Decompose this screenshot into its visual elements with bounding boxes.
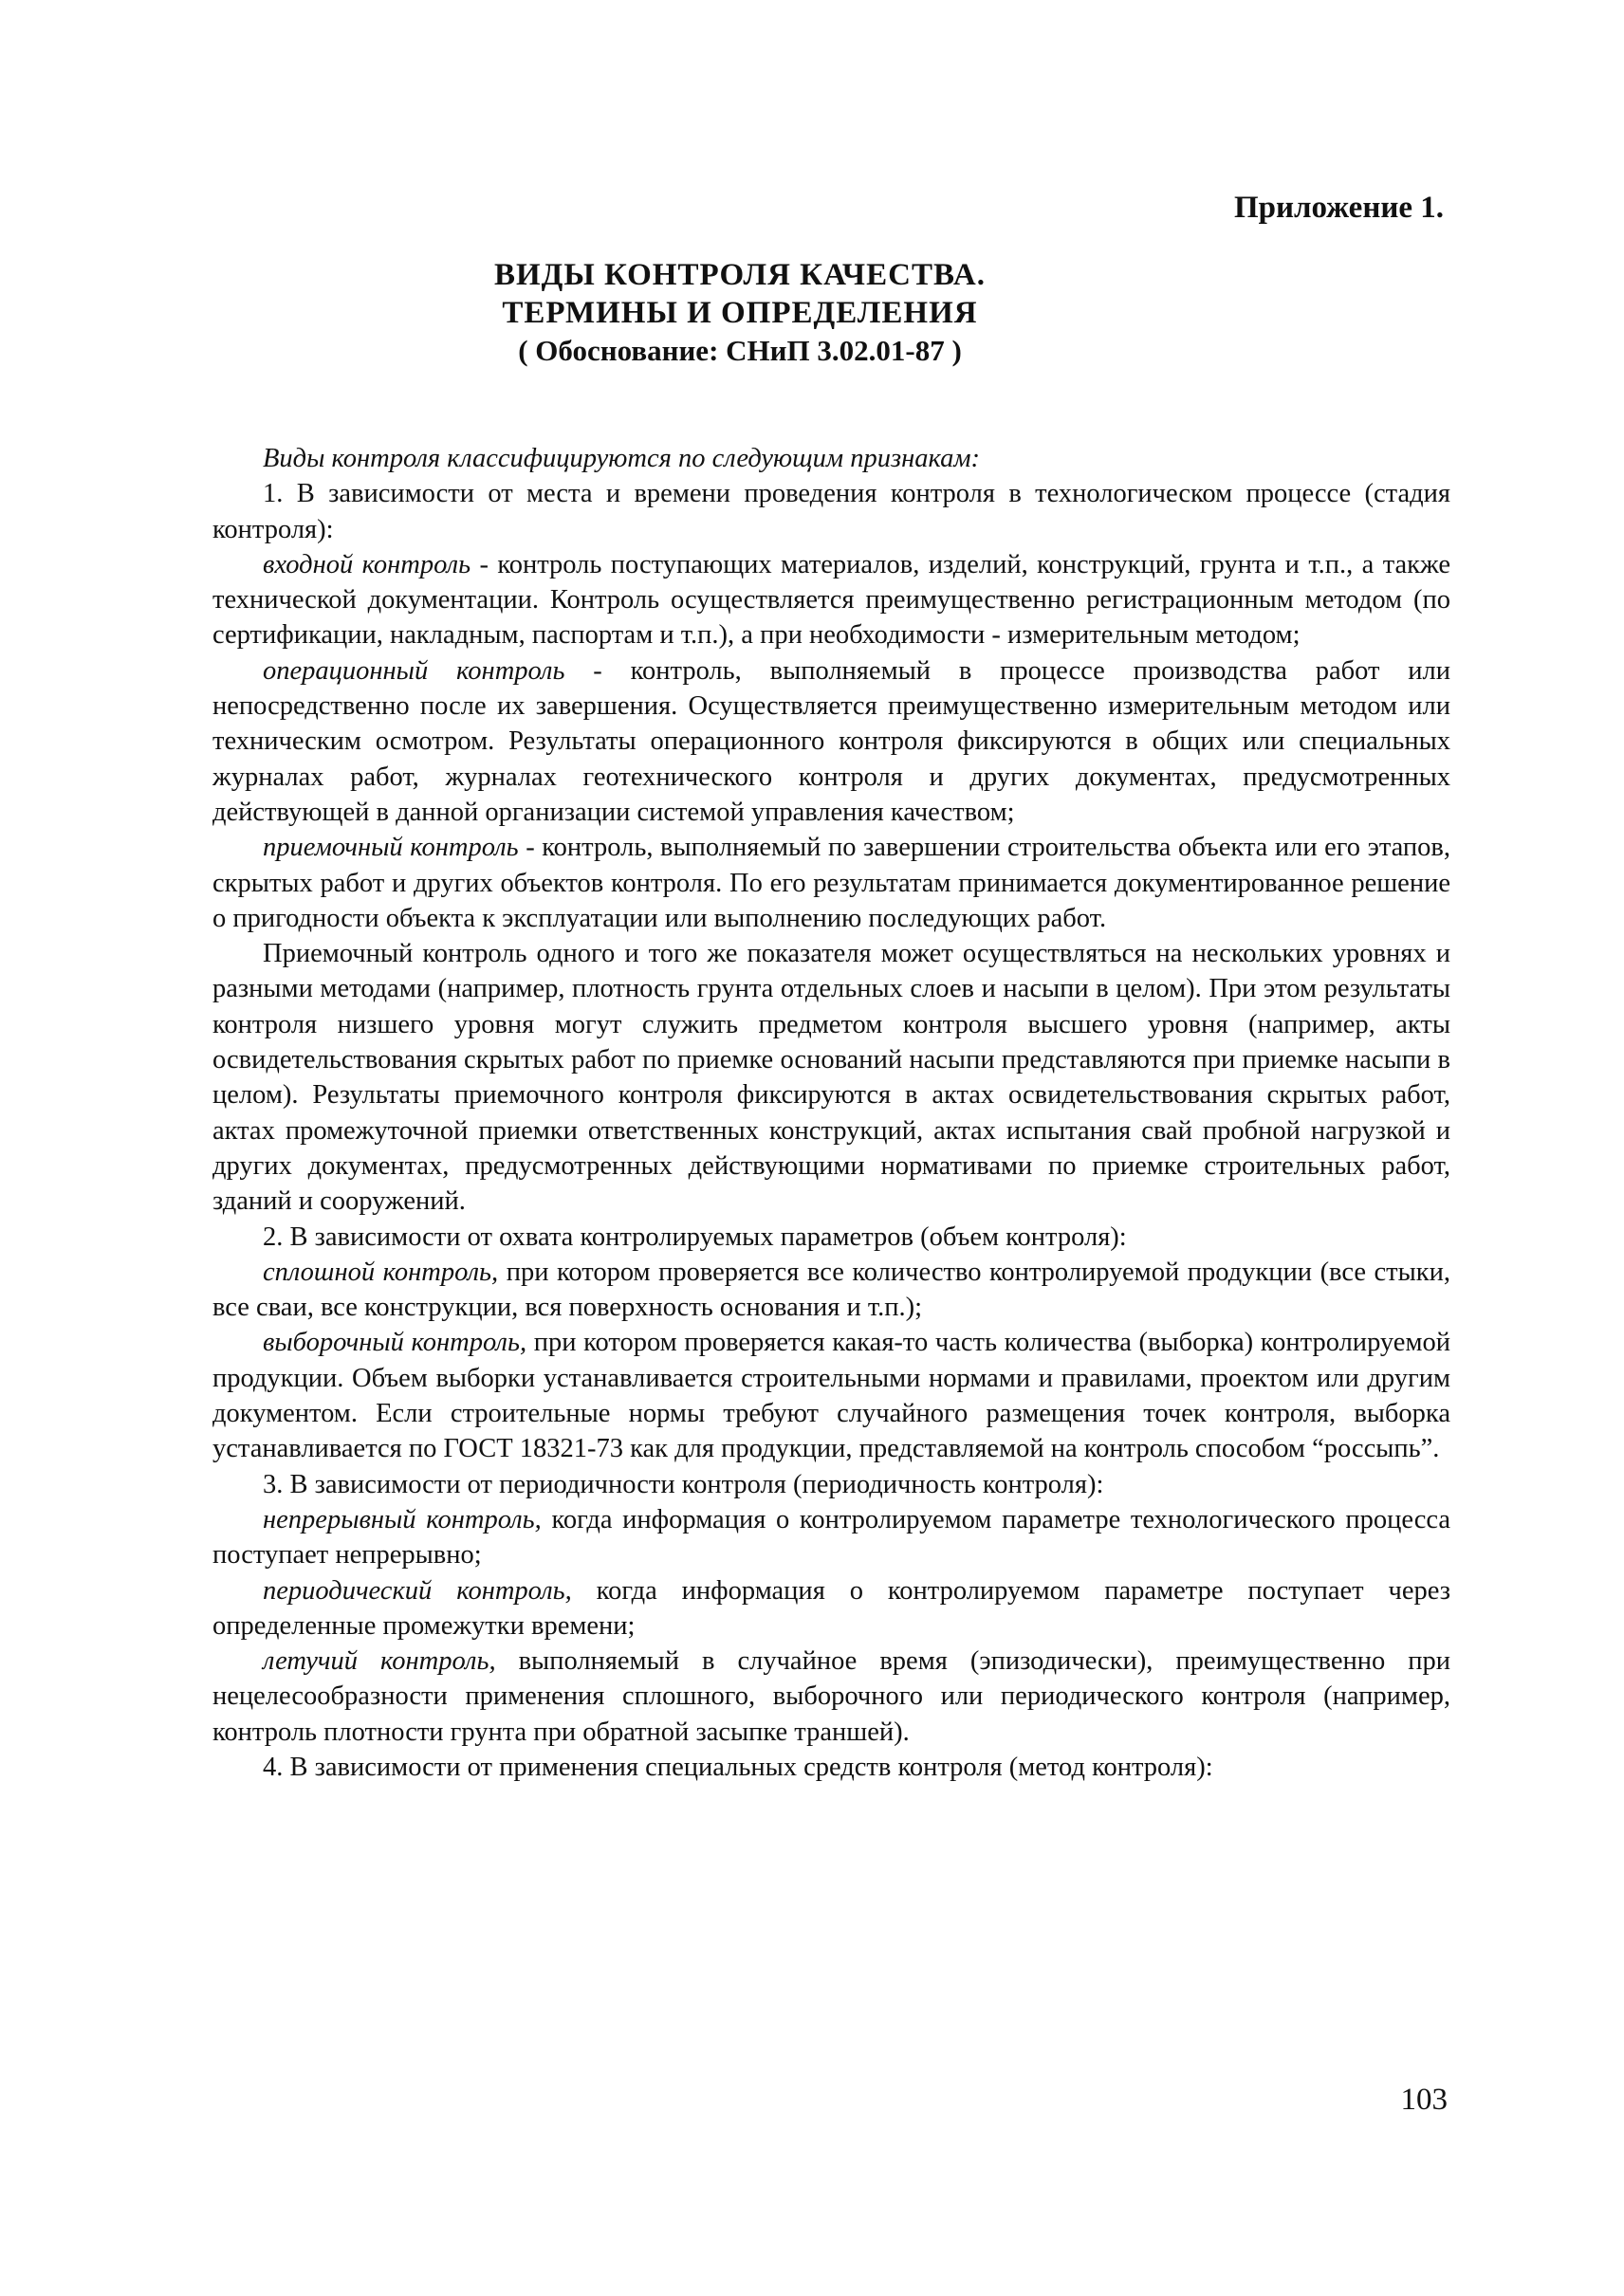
term-periodic-definition: когда информация о контролируемом параметре поступает через определенные промежутки времени; — [212, 1575, 1450, 1641]
acceptance-details-paragraph: Приемочный контроль одного и того же показателя может осуществляться на нескольких уровнях и разными методами (например, плотность грунта отдельных слоев и насыпи в целом). При этом результаты контроля низшего уровня могут служить предметом контроля высшего уровня (например, акты освидетельствования скрытых работ по приемке оснований насыпи представляются при приемке насыпи в целом). Результаты приемочного контроля фиксируются в актах освидетельствования скрытых работ, актах промежуточной приемки ответственных конструкций, актах испытания свай пробной нагрузкой и других документах, предусмотренных действующими нормативами по приемке строительных работ, зданий и сооружений. — [212, 939, 1450, 1217]
term-acceptance-definition: - контроль, выполняемый по завершении строительства объекта или его этапов, скрытых работ и других объектов контроля. По его результатам принимается документированное решение о пригодности объекта к эксплуатации или выполнению последующих работ. — [212, 833, 1450, 933]
appendix-label: Приложение 1. — [1233, 191, 1444, 225]
term-paragraph-operational — [212, 653, 1450, 830]
term-paragraph-periodic — [212, 1573, 1450, 1644]
section-2-heading: 2. В зависимости от охвата контролируемых параметров (объем контроля): — [263, 1221, 1127, 1252]
intro-paragraph: Виды контроля классифицируются по следующим признакам: — [263, 444, 981, 473]
document-body — [212, 441, 1450, 1785]
term-continuous-definition: при котором проверяется все количество контролируемой продукции (все стыки, все сваи, все конструкции, вся поверхность основания и т.п.); — [212, 1257, 1451, 1323]
term-operational-definition: - контроль, выполняемый в процессе производства работ или непосредственно после их завершения. Осуществляется преимущественно измерительным методом или техническим осмотром. Результаты операционного контроля фиксируются в общих или специальных журналах работ, журналах геотехнического контроля и других документах, предусмотренных действующей в данной организации системой управления качеством; — [212, 655, 1450, 827]
term-spot-definition: выполняемый в случайное время (эпизодически), преимущественно при нецелесообразности применения сплошного, выборочного или периодического контроля (например, контроль плотности грунта при обратной засыпке траншей). — [212, 1646, 1450, 1747]
page-number: 103 — [1400, 2083, 1448, 2117]
document-title — [218, 256, 1262, 370]
term-paragraph-uninterrupted — [212, 1502, 1450, 1573]
term-uninterrupted-definition: когда информация о контролируемом параметре технологического процесса поступает непрерывно; — [212, 1504, 1450, 1570]
section-1-heading: 1. В зависимости от места и времени проведения контроля в технологическом процессе (стадия контроля): — [212, 479, 1450, 544]
term-paragraph-acceptance — [212, 830, 1450, 936]
term-acceptance: приемочный контроль — [263, 833, 519, 863]
term-uninterrupted: непрерывный контроль, — [263, 1504, 542, 1534]
term-paragraph-selective — [212, 1325, 1450, 1466]
term-periodic: периодический контроль, — [263, 1575, 572, 1606]
term-operational: операционный контроль — [263, 655, 565, 686]
term-spot: летучий контроль, — [263, 1646, 496, 1677]
section-4-heading: 4. В зависимости от применения специальных средств контроля (метод контроля): — [263, 1752, 1213, 1782]
term-selective-definition: при котором проверяется какая-то часть количества (выборка) контролируемой продукции. Объем выборки устанавливается строительными нормами и правилами, проектом или другим документом. Если строительные нормы требуют случайного размещения точек контроля, выборка устанавливается по ГОСТ 18321-73 как для продукции, представляемой на контроль способом “россыпь”. — [212, 1328, 1450, 1464]
term-paragraph-continuous — [212, 1255, 1450, 1326]
title-basis: ( Обоснование: СНиП 3.02.01-87 ) — [518, 334, 962, 367]
title-line-2: ТЕРМИНЫ И ОПРЕДЕЛЕНИЯ — [502, 296, 978, 330]
term-selective: выборочный контроль, — [263, 1328, 527, 1358]
title-line-1: ВИДЫ КОНТРОЛЯ КАЧЕСТВА. — [494, 258, 986, 292]
term-incoming-definition: - контроль поступающих материалов, изделий, конструкций, грунта и т.п., а также технической документации. Контроль осуществляется преимущественно регистрационным методом (по сертификации, накладным, паспортам и т.п.), а при необходимости - измерительным методом; — [212, 549, 1450, 651]
term-continuous: сплошной контроль, — [263, 1257, 499, 1287]
term-incoming: входной контроль — [263, 549, 471, 579]
term-paragraph-incoming — [212, 547, 1450, 653]
section-3-heading: 3. В зависимости от периодичности контроля (периодичность контроля): — [263, 1469, 1104, 1499]
term-paragraph-spot — [212, 1644, 1450, 1750]
